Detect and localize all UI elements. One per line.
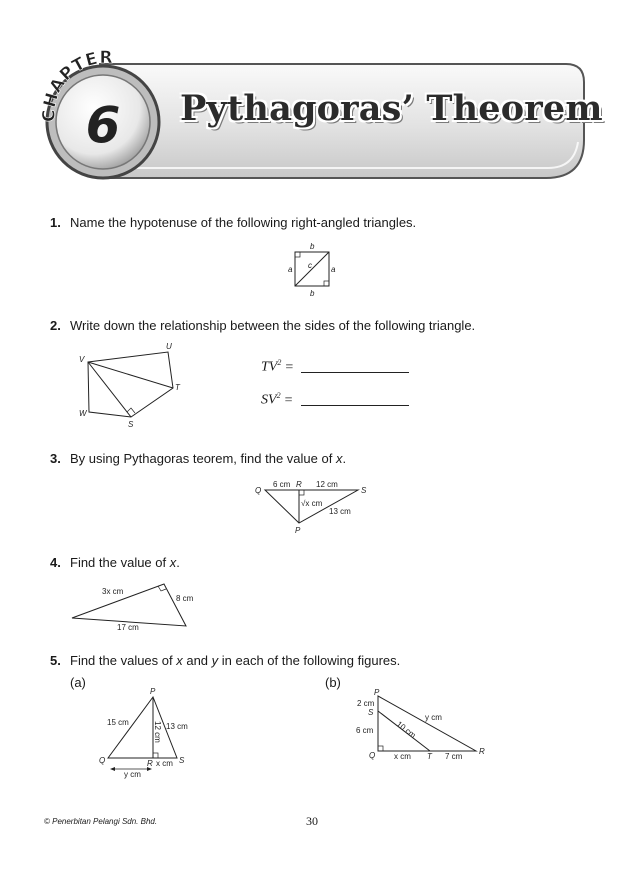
label-a-right: a	[331, 265, 336, 274]
label-ps: 2 cm	[357, 699, 375, 708]
label-S: S	[361, 486, 367, 495]
chapter-title: Pythagoras’ Theorem	[180, 88, 603, 129]
equation-sv: $SV^2$ =	[261, 391, 293, 408]
label-rp: √x cm	[301, 499, 323, 508]
question-2	[50, 318, 475, 333]
label-3x: 3x cm	[102, 587, 124, 596]
label-Q: Q	[369, 751, 376, 760]
label-8cm: 8 cm	[176, 594, 194, 603]
label-P: P	[374, 688, 380, 697]
label-st: 10 cm	[394, 719, 418, 740]
answer-blank-tv[interactable]	[301, 372, 409, 373]
q4-triangle-figure	[65, 578, 215, 636]
label-ps: 13 cm	[166, 722, 188, 731]
part-b-label: (b)	[325, 675, 341, 690]
label-R: R	[147, 759, 153, 768]
copyright-footer: © Penerbitan Pelangi Sdn. Bhd.	[44, 817, 158, 826]
label-rs: x cm	[156, 759, 173, 768]
question-number: 5.	[50, 653, 61, 668]
q2-quadrilateral-figure	[70, 340, 200, 432]
q1-square-figure	[280, 240, 350, 300]
equation-tv: $TV^2$ =	[261, 358, 294, 375]
question-text: Write down the relationship between the sides of the following triangle.	[70, 318, 476, 333]
chapter-word: CHAPTER	[39, 47, 114, 123]
label-b-top: b	[310, 242, 315, 251]
question-number: 1.	[50, 215, 61, 230]
label-R: R	[296, 480, 302, 489]
label-a-left: a	[288, 265, 293, 274]
label-pr: y cm	[425, 713, 442, 722]
q5b-triangle-figure	[350, 688, 500, 773]
part-a-label: (a)	[70, 675, 86, 690]
label-R: R	[479, 747, 485, 756]
q5a-triangle-figure	[95, 685, 205, 780]
answer-blank-sv[interactable]	[301, 405, 409, 406]
label-qr: 6 cm	[273, 480, 291, 489]
label-b-bottom: b	[310, 289, 315, 298]
label-tr: 7 cm	[445, 752, 463, 761]
label-pq: 15 cm	[107, 718, 129, 727]
question-5: 5. Find the values of x and y in each of the following figures.	[50, 653, 401, 668]
question-1	[50, 215, 416, 230]
label-rs: 12 cm	[316, 480, 338, 489]
label-Q: Q	[255, 486, 262, 495]
label-P: P	[150, 687, 156, 696]
label-17cm: 17 cm	[117, 623, 139, 632]
question-text: Name the hypotenuse of the following right-angled triangles.	[70, 215, 417, 230]
chapter-number: 6	[85, 96, 121, 154]
label-S: S	[368, 708, 374, 717]
label-V: V	[79, 355, 85, 364]
label-qt: x cm	[394, 752, 411, 761]
label-pr: 12 cm	[153, 721, 162, 743]
label-S: S	[179, 756, 185, 765]
question-number: 4.	[50, 555, 61, 570]
label-U: U	[166, 342, 172, 351]
question-3: 3. By using Pythagoras teorem, find the value of x.	[50, 451, 347, 466]
label-W: W	[79, 409, 87, 418]
label-c-diag: c	[308, 261, 312, 270]
label-P: P	[295, 526, 301, 535]
label-sq: 6 cm	[356, 726, 374, 735]
label-S: S	[128, 420, 134, 429]
label-T: T	[175, 383, 180, 392]
q3-triangle-figure	[250, 478, 380, 538]
label-Q: Q	[99, 756, 106, 765]
label-ps: 13 cm	[329, 507, 351, 516]
label-T: T	[427, 752, 432, 761]
question-number: 3.	[50, 451, 61, 466]
question-number: 2.	[50, 318, 61, 333]
label-qr: y cm	[124, 770, 141, 779]
question-4: 4. Find the value of x.	[50, 555, 180, 570]
page-number: 30	[306, 814, 318, 828]
